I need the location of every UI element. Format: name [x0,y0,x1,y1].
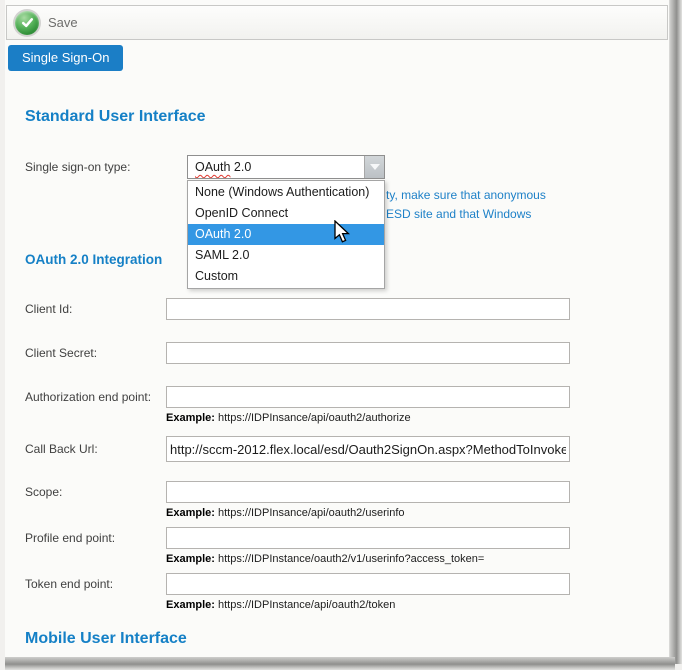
client-secret-input[interactable] [166,342,570,364]
toolbar [6,5,668,40]
scope-label: Scope: [25,485,63,499]
callback-url-input[interactable] [166,436,570,462]
client-id-label: Client Id: [25,302,73,316]
option-saml-2-0[interactable]: SAML 2.0 [195,248,250,262]
token-endpoint-input[interactable] [166,573,570,595]
authorization-endpoint-input[interactable] [166,386,570,408]
option-custom[interactable]: Custom [195,269,239,283]
mouse-cursor-icon [333,220,351,251]
token-endpoint-example: Example: https://IDPInstance/api/oauth2/token [166,599,396,611]
authorization-endpoint-example: Example: https://IDPInsance/api/oauth2/authorize [166,412,411,424]
callback-url-label: Call Back Url: [25,442,98,456]
option-oauth-2-0[interactable]: OAuth 2.0 [188,224,384,245]
authorization-endpoint-label: Authorization end point: [25,390,152,404]
profile-endpoint-label: Profile end point: [25,531,116,545]
sso-type-selected-value: OAuth 2.0 [195,160,252,174]
save-check-icon [15,11,39,35]
field-row-client-secret [25,342,665,386]
section-title-oauth-integration: OAuth 2.0 Integration [25,252,163,267]
option-openid-connect[interactable]: OpenID Connect [195,206,289,220]
save-button-label: Save [48,15,78,30]
section-title-mobile-user-interface: Mobile User Interface [25,630,187,647]
scope-input[interactable] [166,481,570,503]
scope-example: Example: https://IDPInsance/api/oauth2/userinfo [166,507,405,519]
token-endpoint-label: Token end point: [25,577,114,591]
help-text-line2: ESD site and that Windows [386,207,532,221]
save-button[interactable] [7,8,88,37]
sso-type-label: Single sign-on type: [25,160,131,174]
dropdown-arrow-button[interactable] [364,156,384,178]
window-shadow-right [670,0,682,664]
window-shadow-bottom [5,657,675,670]
client-secret-label: Client Secret: [25,346,98,360]
help-text-line1: ty, make sure that anonymous [386,188,546,202]
profile-endpoint-input[interactable] [166,527,570,549]
single-sign-on-settings-page [5,0,670,657]
section-title-standard-user-interface: Standard User Interface [25,108,206,125]
field-row-authorization-endpoint [25,386,665,430]
field-row-callback-url [25,436,665,480]
tab-single-sign-on[interactable]: Single Sign-On [8,45,123,71]
chevron-down-icon [370,164,380,170]
field-row-client-id [25,298,665,342]
field-row-profile-endpoint [25,527,665,571]
field-row-scope [25,481,665,525]
client-id-input[interactable] [166,298,570,320]
option-none-windows-authentication[interactable]: None (Windows Authentication) [195,185,370,199]
sso-type-options-list [187,180,385,289]
profile-endpoint-example: Example: https://IDPInstance/oauth2/v1/userinfo?access_token= [166,553,485,565]
field-row-token-endpoint [25,573,665,617]
sso-type-dropdown[interactable] [187,155,385,179]
